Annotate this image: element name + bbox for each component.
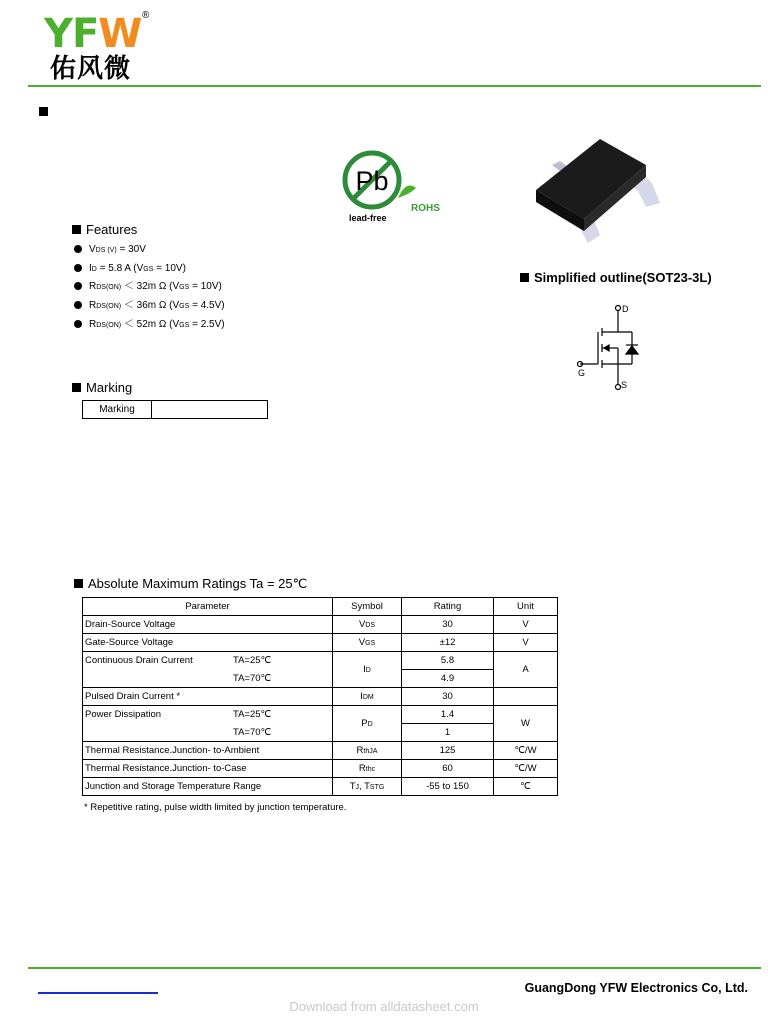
header-rating: Rating (402, 598, 494, 616)
pin-s-label: S (621, 380, 628, 390)
sot23-package-image (528, 135, 668, 250)
table-row: Thermal Resistance.Junction- to-Case Rthc 60 ℃/W (83, 760, 558, 778)
table-row: Thermal Resistance.Junction- to-Ambient RthJA 125 ℃/W (83, 742, 558, 760)
table-row: Pulsed Drain Current * IDM 30 (83, 688, 558, 706)
lead-free-badge (340, 150, 445, 225)
outline-title: Simplified outline(SOT23-3L) (520, 270, 712, 285)
table-row: Junction and Storage Temperature Range TJ, TSTG -55 to 150 ℃ (83, 778, 558, 796)
ratings-table (82, 597, 558, 796)
footer-divider (28, 967, 761, 969)
lead-free-text: lead-free (349, 213, 387, 223)
header-parameter: Parameter (83, 598, 333, 616)
marking-table (82, 400, 268, 419)
registered-mark: ® (142, 10, 150, 21)
pb-icon (340, 150, 445, 225)
feature-item: ID = 5.8 A (VGS = 10V) (74, 263, 186, 276)
logo-chinese-name: 佑风微 (50, 54, 132, 84)
marking-label: Marking (83, 401, 152, 419)
company-name: GuangDong YFW Electronics Co, Ltd. (524, 981, 748, 995)
pin-d-label: D (622, 304, 629, 314)
logo-yf: YF (44, 11, 99, 57)
features-title: Features (72, 222, 137, 237)
table-row: Gate-Source Voltage VGS ±12 V (83, 634, 558, 652)
pb-text: Pb (355, 166, 389, 196)
mosfet-symbol (572, 302, 642, 394)
feature-item: RDS(ON) ＜ 32m Ω (VGS = 10V) (74, 281, 222, 294)
table-row: 4.9 (83, 670, 558, 688)
table-header-row (83, 598, 558, 616)
feature-item: RDS(ON) ＜ 52m Ω (VGS = 2.5V) (74, 319, 225, 332)
header-divider (28, 85, 761, 87)
table-row: Continuous Drain Current TA=25℃ TA=70℃ ID 5.8 A (83, 652, 558, 670)
header-symbol: Symbol (333, 598, 402, 616)
feature-item: RDS(ON) ＜ 36m Ω (VGS = 4.5V) (74, 300, 225, 313)
logo-w: W (98, 11, 142, 57)
table-row: Power Dissipation TA=25℃ TA=70℃ PD 1.4 W (83, 706, 558, 724)
header-unit: Unit (494, 598, 558, 616)
ratings-footnote: * Repetitive rating, pulse width limited by junction temperature. (84, 802, 347, 813)
table-row: Drain-Source Voltage VDS 30 V (83, 616, 558, 634)
footer-link[interactable] (38, 992, 158, 994)
rohs-text: ROHS (411, 203, 440, 214)
watermark: Download from alldatasheet.com (289, 999, 479, 1014)
feature-item: VDS (V) = 30V (74, 244, 146, 257)
title-bullet (39, 103, 48, 121)
marking-value (152, 401, 268, 419)
marking-title: Marking (72, 380, 132, 395)
ratings-title: Absolute Maximum Ratings Ta = 25℃ (74, 576, 307, 592)
brand-logo (44, 11, 142, 57)
table-row: 1 (83, 724, 558, 742)
pin-g-label: G (578, 368, 586, 378)
